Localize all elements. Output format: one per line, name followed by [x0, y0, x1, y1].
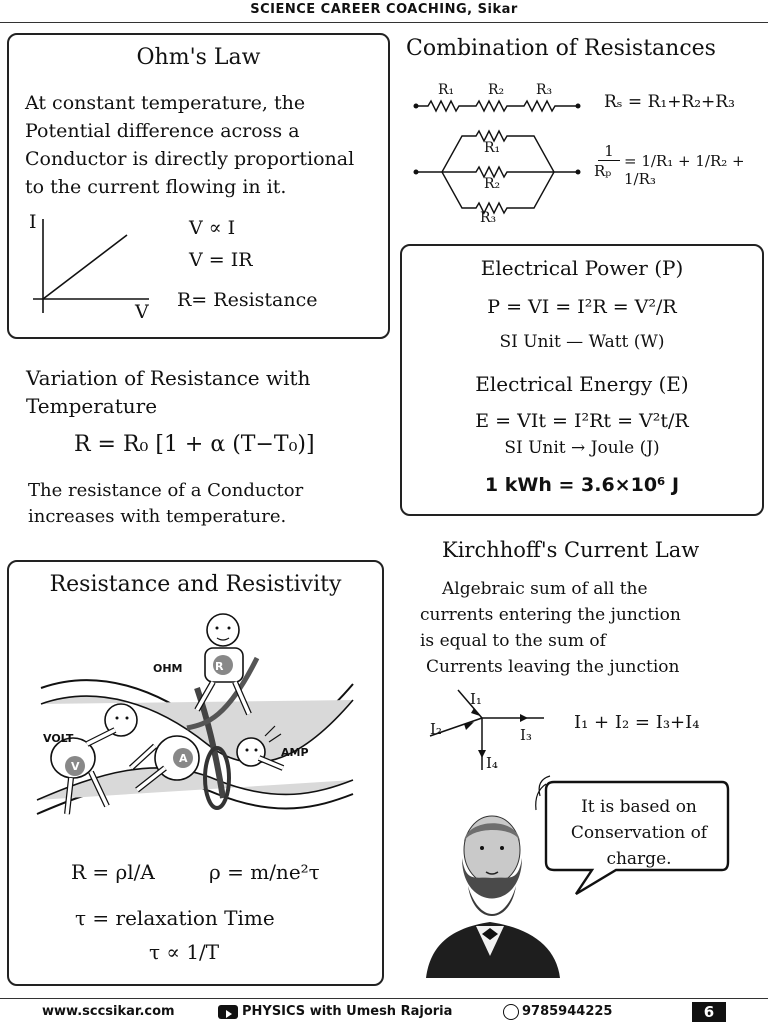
bubble-line: charge.	[606, 849, 672, 869]
resistivity-formula: ρ = m/ne²τ	[209, 860, 320, 884]
kirchhoff-line: is equal to the sum of	[420, 631, 606, 651]
variation-title-line: Temperature	[26, 394, 158, 418]
ohms-law-text	[25, 89, 385, 201]
variation-title	[26, 364, 310, 420]
cartoon-badge-v: V	[71, 760, 80, 773]
resistivity-box	[7, 560, 384, 986]
series-r2-label: R₂	[488, 82, 505, 98]
graph-axis-v-label: V	[135, 301, 149, 323]
variation-equation: R = R₀ [1 + α (T−T₀)]	[74, 432, 315, 457]
series-r3-label: R₃	[536, 82, 553, 98]
cartoon-ohm-label: OHM	[153, 662, 183, 675]
variation-desc-line: increases with temperature.	[28, 506, 287, 527]
page-footer	[0, 998, 768, 1025]
energy-equation: E = VIt = I²Rt = V²t/R	[475, 410, 689, 432]
footer-channel[interactable]: PHYSICS with Umesh Rajoria	[242, 1004, 453, 1019]
bubble-text	[556, 794, 722, 872]
kirchhoff-title: Kirchhoff's Current Law	[442, 538, 700, 562]
combination-title: Combination of Resistances	[406, 36, 716, 61]
graph-axis-i-label: I	[29, 211, 37, 233]
page-header: SCIENCE CAREER COACHING, Sikar	[0, 0, 768, 23]
ohms-law-box	[7, 33, 390, 339]
page-number: 6	[692, 1002, 726, 1022]
kirchhoff-line: Algebraic sum of all the	[442, 579, 648, 599]
whatsapp-icon	[503, 1004, 519, 1020]
parallel-rhs: = 1/R₁ + 1/R₂ + 1/R₃	[624, 152, 745, 188]
parallel-lhs-numerator: 1	[598, 142, 620, 161]
ohms-law-line: At constant temperature, the	[25, 92, 306, 114]
kirchhoff-line: Currents leaving the junction	[426, 657, 680, 677]
footer-phone[interactable]: 9785944225	[522, 1004, 613, 1019]
ohm-proportional-eq: V ∝ I	[189, 217, 236, 239]
resistivity-title: Resistance and Resistivity	[49, 572, 342, 597]
parallel-r1-label: R₁	[484, 140, 501, 156]
relaxation-proportional: τ ∝ 1/T	[149, 940, 220, 964]
kirchhoff-line: currents entering the junction	[420, 605, 681, 625]
resistivity-cartoon	[37, 618, 357, 818]
kirchhoff-i2: I₂	[430, 720, 442, 738]
energy-title: Electrical Energy (E)	[475, 372, 689, 396]
parallel-r2-label: R₂	[484, 176, 501, 192]
bubble-line: Conservation of	[570, 823, 708, 843]
power-title: Electrical Power (P)	[480, 256, 684, 280]
power-equation: P = VI = I²R = V²/R	[487, 296, 677, 318]
ohms-law-line: Potential difference across a	[25, 120, 300, 142]
variation-desc-line: The resistance of a Conductor	[28, 480, 304, 501]
youtube-icon	[218, 1005, 238, 1019]
power-si-unit: SI Unit — Watt (W)	[499, 332, 665, 352]
variation-description	[28, 478, 303, 530]
ohm-resistance-def: R= Resistance	[177, 289, 318, 311]
variation-title-line: Variation of Resistance with	[26, 366, 311, 390]
ohm-eq: V = IR	[189, 249, 253, 271]
parallel-r3-label: R₃	[480, 210, 497, 226]
relaxation-time: τ = relaxation Time	[75, 906, 275, 930]
cartoon-badge-a: A	[179, 752, 188, 765]
electrical-power-box	[400, 244, 764, 516]
energy-si-unit: SI Unit → Joule (J)	[504, 438, 660, 458]
parallel-lhs-denominator: Rₚ	[594, 162, 612, 180]
kirchhoff-text	[420, 576, 681, 680]
footer-website[interactable]: www.sccsikar.com	[42, 1004, 175, 1019]
parallel-circuit	[412, 126, 592, 220]
ohms-law-line: to the current flowing in it.	[25, 176, 287, 198]
kirchhoff-i3: I₃	[520, 726, 532, 744]
cartoon-badge-r: R	[215, 660, 224, 673]
cartoon-volt-label: VOLT	[43, 732, 74, 745]
resistance-formula: R = ρl/A	[71, 860, 155, 884]
kirchhoff-i1: I₁	[470, 690, 482, 708]
kirchhoff-i4: I₄	[486, 754, 498, 772]
ohms-law-title: Ohm's Law	[136, 45, 261, 70]
kirchhoff-equation: I₁ + I₂ = I₃+I₄	[574, 712, 700, 733]
series-r1-label: R₁	[438, 82, 455, 98]
cartoon-amp-label: AMP	[281, 746, 309, 759]
kwh-conversion: 1 kWh = 3.6×10⁶ J	[484, 474, 680, 496]
ohms-law-line: Conductor is directly proportional	[25, 148, 355, 170]
series-equation: Rₛ = R₁+R₂+R₃	[604, 92, 735, 112]
bubble-line: It is based on	[581, 797, 697, 817]
